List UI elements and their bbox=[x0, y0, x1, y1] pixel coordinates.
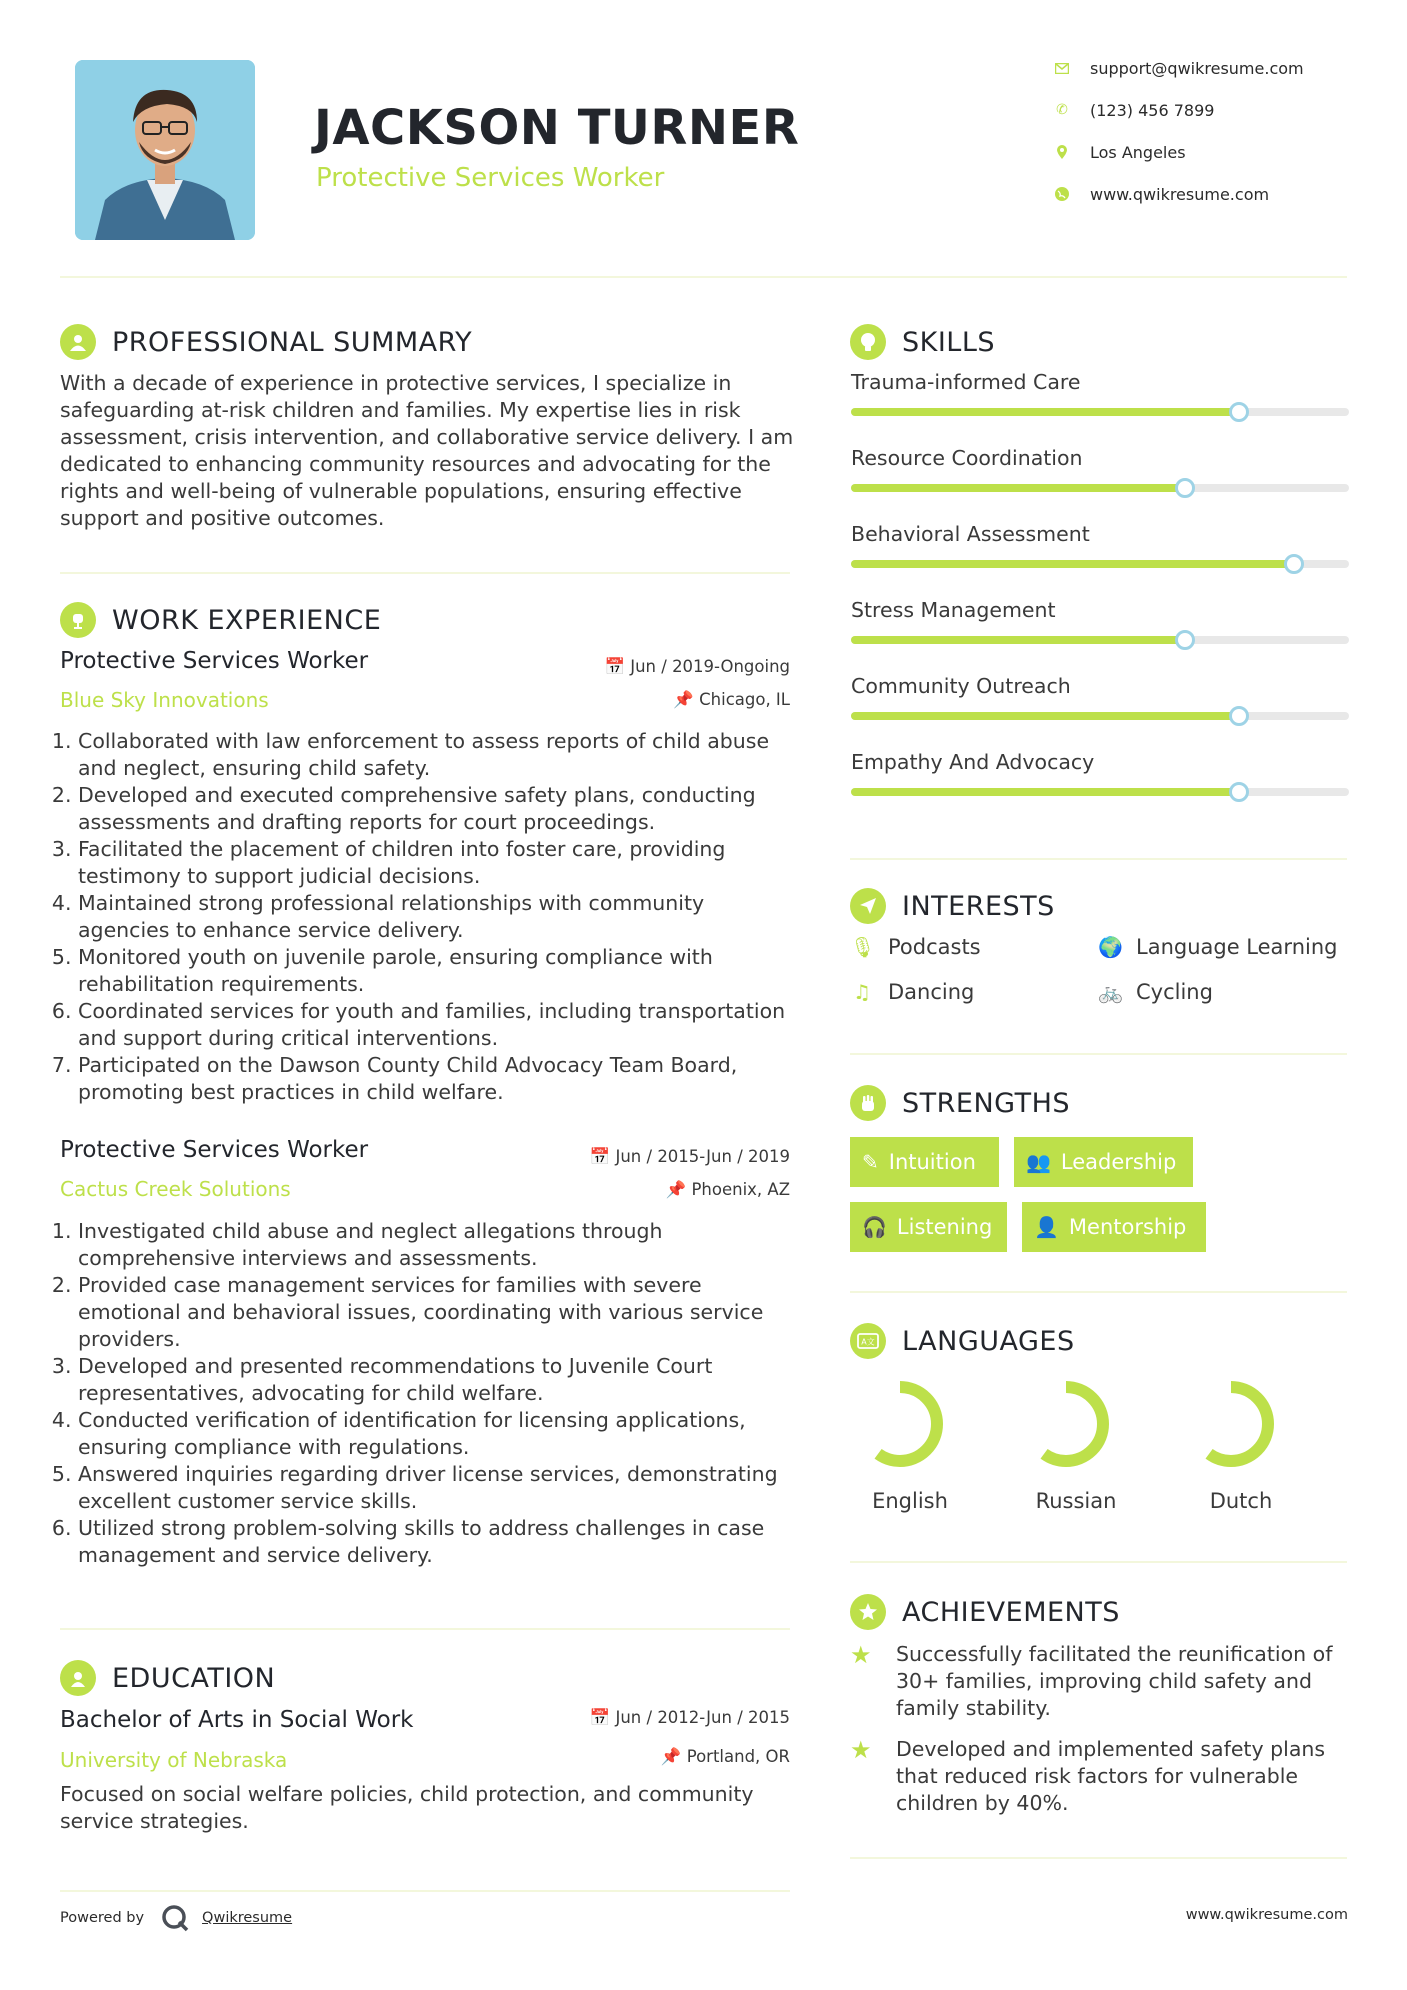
skill-bar-fill bbox=[851, 712, 1239, 720]
job-location-text: Chicago, IL bbox=[699, 690, 790, 709]
headphones-icon: 🎧 bbox=[862, 1215, 887, 1239]
education-location bbox=[661, 1747, 790, 1767]
brand-link[interactable]: Qwikresume bbox=[202, 1910, 293, 1926]
powered-by-text: Powered by bbox=[60, 1910, 145, 1926]
list-item: 6. Utilized strong problem-solving skills to address challenges in case management and service delivery. bbox=[78, 1515, 800, 1569]
skill-bar-fill bbox=[851, 484, 1185, 492]
skills-heading-text: SKILLS bbox=[902, 326, 996, 358]
skill-bar-fill bbox=[851, 408, 1239, 416]
job-dates bbox=[590, 1147, 790, 1167]
interest-item bbox=[850, 935, 981, 959]
job-company: Cactus Creek Solutions bbox=[60, 1177, 291, 1201]
job-dates-text: Jun / 2019-Ongoing bbox=[630, 657, 790, 676]
skill-bar bbox=[851, 636, 1349, 644]
globe-icon: 🌍 bbox=[1098, 935, 1123, 959]
bicycle-icon: 🚲 bbox=[1098, 980, 1123, 1004]
strengths-heading-text: STRENGTHS bbox=[902, 1087, 1071, 1119]
magic-wand-icon: ✎ bbox=[862, 1150, 879, 1174]
interest-label: Podcasts bbox=[888, 935, 981, 959]
skill-bar-knob[interactable] bbox=[1284, 554, 1304, 574]
skill-bar-knob[interactable] bbox=[1229, 402, 1249, 422]
section-divider bbox=[60, 1890, 790, 1892]
job-location bbox=[666, 1180, 790, 1200]
job-dates bbox=[604, 657, 790, 677]
summary-line: With a decade of experience in protective services, I specialize in bbox=[60, 371, 732, 395]
experience-heading-text: WORK EXPERIENCE bbox=[112, 604, 382, 636]
footer-powered bbox=[60, 1903, 292, 1933]
footer-website[interactable]: www.qwikresume.com bbox=[1185, 1907, 1348, 1923]
strength-chip bbox=[850, 1137, 999, 1187]
users-icon: 👥 bbox=[1026, 1150, 1051, 1174]
skill-bar bbox=[851, 560, 1349, 568]
summary-line: safeguarding at-risk children and families. My expertise lies in risk bbox=[60, 398, 741, 422]
pin-icon: 📌 bbox=[660, 1747, 682, 1766]
education-heading-text: EDUCATION bbox=[112, 1662, 276, 1694]
lightbulb-icon bbox=[850, 324, 886, 360]
job-location bbox=[673, 690, 790, 710]
qwikresume-logo-icon bbox=[160, 1903, 190, 1933]
phone-icon: ✆ bbox=[1056, 102, 1068, 118]
job-location-text: Phoenix, AZ bbox=[691, 1180, 790, 1199]
experience-heading bbox=[60, 600, 381, 640]
skill-bar-fill bbox=[851, 560, 1294, 568]
language-rings bbox=[850, 1380, 1330, 1460]
job-company: Blue Sky Innovations bbox=[60, 688, 269, 712]
skill-bar bbox=[851, 712, 1349, 720]
contact-email[interactable] bbox=[1054, 56, 1304, 80]
education-description: Focused on social welfare policies, child protection, and community service strategies. bbox=[60, 1782, 754, 1833]
summary-text bbox=[60, 370, 800, 532]
list-item: 3. Facilitated the placement of children into foster care, providing testimony to support judicial decisions. bbox=[78, 836, 800, 890]
summary-line: dedicated to enhancing community resources and advocating for the bbox=[60, 452, 771, 476]
languages-heading-text: LANGUAGES bbox=[902, 1325, 1075, 1357]
calendar-icon: 📅 bbox=[604, 657, 625, 676]
contact-location-text: Los Angeles bbox=[1090, 142, 1186, 162]
language-label: Dutch bbox=[1209, 1489, 1273, 1513]
interest-item bbox=[1098, 980, 1213, 1004]
achievement-text bbox=[896, 1641, 1332, 1722]
language-label: Russian bbox=[1035, 1489, 1117, 1513]
list-item: 3. Developed and presented recommendations to Juvenile Court representatives, advocating for child welfare. bbox=[78, 1353, 800, 1407]
skill-label: Behavioral Assessment bbox=[851, 522, 1090, 546]
achievement-item bbox=[850, 1736, 1350, 1817]
achievement-line: Developed and implemented safety plans bbox=[896, 1737, 1326, 1761]
contact-location bbox=[1054, 140, 1186, 164]
job-title: Protective Services Worker bbox=[60, 648, 369, 674]
paper-plane-icon bbox=[850, 888, 886, 924]
envelope-icon bbox=[1054, 60, 1070, 76]
strength-label: Listening bbox=[896, 1215, 993, 1239]
education-location-text: Portland, OR bbox=[686, 1747, 790, 1766]
achievements-heading bbox=[850, 1592, 1120, 1632]
job-responsibilities bbox=[60, 1218, 800, 1569]
language-ring bbox=[856, 1380, 944, 1468]
skill-item bbox=[851, 446, 1349, 522]
achievement-line: family stability. bbox=[896, 1696, 1051, 1720]
list-item: 4. Maintained strong professional relationships with community agencies to enhance service delivery. bbox=[78, 890, 800, 944]
briefcase-icon bbox=[60, 602, 96, 638]
skill-item bbox=[851, 674, 1349, 750]
pin-icon: 📌 bbox=[673, 690, 694, 709]
skill-item bbox=[851, 598, 1349, 674]
list-item: 4. Conducted verification of identification for licensing applications, ensuring compliance with regulations. bbox=[78, 1407, 800, 1461]
strength-chip bbox=[850, 1202, 1007, 1252]
star-icon: ★ bbox=[850, 1736, 872, 1764]
section-divider bbox=[60, 1628, 790, 1630]
contact-phone bbox=[1054, 98, 1214, 122]
strength-label: Intuition bbox=[888, 1150, 976, 1174]
languages-heading bbox=[850, 1321, 1075, 1361]
section-divider bbox=[850, 1561, 1347, 1563]
skill-label: Stress Management bbox=[851, 598, 1056, 622]
education-dates bbox=[590, 1708, 790, 1728]
section-divider bbox=[850, 1291, 1347, 1293]
skill-bar bbox=[851, 484, 1349, 492]
achievements-heading-text: ACHIEVEMENTS bbox=[902, 1596, 1120, 1628]
achievement-line: children by 40%. bbox=[896, 1791, 1069, 1815]
summary-heading bbox=[60, 322, 472, 362]
education-heading bbox=[60, 1658, 275, 1698]
summary-line: assessment, crisis intervention, and collaborative service delivery. I am bbox=[60, 425, 794, 449]
pin-icon: 📌 bbox=[665, 1180, 687, 1199]
section-divider bbox=[850, 1857, 1347, 1859]
calendar-icon: 📅 bbox=[589, 1147, 611, 1166]
strength-chip bbox=[1022, 1202, 1206, 1252]
interest-item bbox=[850, 980, 974, 1004]
interests-heading bbox=[850, 886, 1055, 926]
summary-heading-text: PROFESSIONAL SUMMARY bbox=[112, 326, 473, 358]
list-item: 2. Provided case management services for families with severe emotional and behavioral issues, coordinating with various service providers. bbox=[78, 1272, 800, 1353]
list-item: 1. Investigated child abuse and neglect allegations through comprehensive interviews and assessments. bbox=[78, 1218, 800, 1272]
skill-label: Trauma-informed Care bbox=[851, 370, 1081, 394]
job-responsibilities bbox=[60, 728, 800, 1106]
hand-icon bbox=[850, 1085, 886, 1121]
skill-bar-knob[interactable] bbox=[1229, 706, 1249, 726]
section-divider bbox=[60, 572, 790, 574]
skill-bar-knob[interactable] bbox=[1229, 782, 1249, 802]
profile-photo bbox=[75, 60, 255, 240]
summary-line: rights and well-being of vulnerable populations, ensuring effective bbox=[60, 479, 742, 503]
user-icon bbox=[60, 324, 96, 360]
candidate-role: Protective Services Worker bbox=[316, 163, 665, 193]
microphone-icon: 🎙 bbox=[850, 935, 876, 959]
language-ring bbox=[1022, 1380, 1110, 1468]
language-icon bbox=[850, 1323, 886, 1359]
skill-bar-fill bbox=[851, 788, 1239, 796]
skill-item bbox=[851, 522, 1349, 598]
graduation-icon bbox=[60, 1660, 96, 1696]
interest-label: Language Learning bbox=[1136, 935, 1338, 959]
list-item: 6. Coordinated services for youth and families, including transportation and support during critical interventions. bbox=[78, 998, 800, 1052]
interests-heading-text: INTERESTS bbox=[902, 890, 1055, 922]
header-divider bbox=[60, 276, 1347, 278]
skill-item bbox=[851, 370, 1349, 446]
strength-chip bbox=[1014, 1137, 1193, 1187]
star-icon: ★ bbox=[850, 1641, 872, 1669]
contact-website-text: www.qwikresume.com bbox=[1090, 184, 1270, 204]
skill-item bbox=[851, 750, 1349, 826]
calendar-icon: 📅 bbox=[589, 1708, 611, 1727]
list-item: 5. Answered inquiries regarding driver license services, demonstrating excellent customer service skills. bbox=[78, 1461, 800, 1515]
candidate-name: JACKSON TURNER bbox=[314, 100, 800, 156]
contact-website[interactable] bbox=[1054, 182, 1269, 206]
strength-label: Leadership bbox=[1060, 1150, 1177, 1174]
contact-email-text: support@qwikresume.com bbox=[1090, 58, 1304, 78]
section-divider bbox=[850, 1053, 1347, 1055]
skill-label: Community Outreach bbox=[851, 674, 1071, 698]
contact-phone-text: (123) 456 7899 bbox=[1090, 100, 1215, 120]
skill-bar-fill bbox=[851, 636, 1185, 644]
achievement-text bbox=[896, 1736, 1325, 1817]
user-plus-icon: 👤 bbox=[1034, 1215, 1059, 1239]
achievement-line: Successfully facilitated the reunification of bbox=[896, 1642, 1333, 1666]
achievement-item bbox=[850, 1641, 1350, 1722]
achievement-line: 30+ families, improving child safety and bbox=[896, 1669, 1312, 1693]
language-label: English bbox=[872, 1489, 948, 1513]
skills-list bbox=[851, 370, 1349, 826]
strengths-heading bbox=[850, 1083, 1070, 1123]
section-divider bbox=[850, 858, 1347, 860]
svg-text:A文: A文 bbox=[861, 1337, 875, 1347]
interest-item bbox=[1098, 935, 1337, 959]
list-item: 5. Monitored youth on juvenile parole, ensuring compliance with rehabilitation requirements. bbox=[78, 944, 800, 998]
education-dates-text: Jun / 2012-Jun / 2015 bbox=[615, 1708, 790, 1727]
job-dates-text: Jun / 2015-Jun / 2019 bbox=[615, 1147, 790, 1166]
skill-bar bbox=[851, 788, 1349, 796]
list-item: 2. Developed and executed comprehensive safety plans, conducting assessments and drafting reports for court proceedings. bbox=[78, 782, 800, 836]
skill-bar-knob[interactable] bbox=[1175, 478, 1195, 498]
skill-label: Resource Coordination bbox=[851, 446, 1083, 470]
strength-label: Mentorship bbox=[1068, 1215, 1187, 1239]
degree-title: Bachelor of Arts in Social Work bbox=[60, 1707, 414, 1733]
music-icon: ♫ bbox=[853, 980, 871, 1004]
skill-bar bbox=[851, 408, 1349, 416]
interest-label: Dancing bbox=[888, 980, 975, 1004]
interest-label: Cycling bbox=[1136, 980, 1213, 1004]
list-item: 7. Participated on the Dawson County Child Advocacy Team Board, promoting best practices in child welfare. bbox=[78, 1052, 800, 1106]
achievement-line: that reduced risk factors for vulnerable bbox=[896, 1764, 1299, 1788]
list-item: 1. Collaborated with law enforcement to assess reports of child abuse and neglect, ensuring child safety. bbox=[78, 728, 800, 782]
job-title: Protective Services Worker bbox=[60, 1137, 369, 1163]
trophy-icon bbox=[850, 1594, 886, 1630]
skills-heading bbox=[850, 322, 995, 362]
language-ring bbox=[1187, 1380, 1275, 1468]
skill-label: Empathy And Advocacy bbox=[851, 750, 1095, 774]
map-pin-icon bbox=[1054, 144, 1070, 160]
skill-bar-knob[interactable] bbox=[1175, 630, 1195, 650]
summary-line: support and positive outcomes. bbox=[60, 506, 385, 530]
school-name: University of Nebraska bbox=[60, 1748, 288, 1772]
globe-icon bbox=[1054, 186, 1070, 202]
